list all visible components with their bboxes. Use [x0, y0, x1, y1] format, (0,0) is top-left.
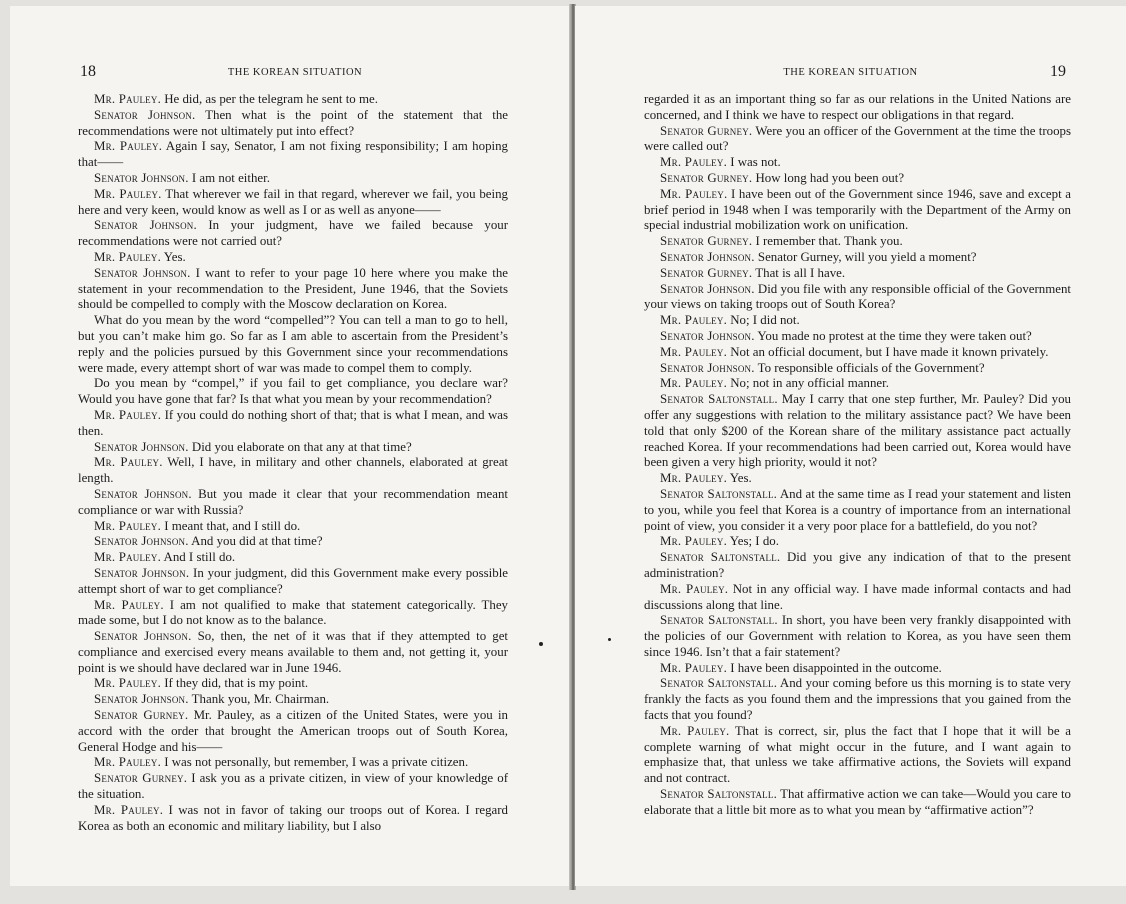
speaker-name: Mr. Pauley.: [94, 139, 163, 154]
dialogue-paragraph: [78, 171, 508, 187]
speech-text: I meant that, and I still do.: [161, 518, 301, 533]
dialogue-paragraph: [644, 361, 1071, 377]
speaker-name: Senator Johnson.: [94, 486, 192, 501]
speaker-name: Senator Gurney.: [660, 123, 753, 138]
speaker-name: Mr. Pauley.: [660, 155, 727, 170]
speech-text: Then what is the point of the statement that the recommendations were not ultimately put into effect?: [78, 107, 509, 138]
speech-text: Thank you, Mr. Chairman.: [188, 692, 330, 707]
speech-text: Well, I have, in military and other channels, elaborated at great length.: [78, 455, 508, 486]
speaker-name: Mr. Pauley.: [94, 407, 162, 422]
speaker-name: Mr. Pauley.: [94, 676, 161, 691]
speech-text: I was not in favor of taking our troops out of Korea. I regard Korea as both an economic and military liability, but I also: [78, 802, 508, 833]
speaker-name: Mr. Pauley.: [660, 723, 730, 738]
speaker-name: Senator Johnson.: [94, 107, 196, 122]
speech-text: If you could do nothing short of that; that is what I mean, and was then.: [78, 407, 508, 438]
speech-text: And you did at that time?: [188, 534, 323, 549]
dialogue-paragraph: [644, 676, 1071, 723]
dialogue-paragraph: [644, 329, 1071, 345]
dialogue-paragraph: [78, 218, 508, 250]
speech-text: In your judgment, did this Government make every possible attempt short of war to get compliance?: [78, 565, 508, 596]
dialogue-paragraph: [78, 566, 508, 598]
speaker-name: Mr. Pauley.: [660, 186, 728, 201]
speech-text: I ask you as a private citizen, in view of your knowledge of the situation.: [78, 771, 509, 802]
speech-text: That is all I have.: [752, 265, 846, 280]
right-page-text: [644, 92, 1071, 819]
speaker-name: Mr. Pauley.: [94, 92, 161, 106]
speaker-name: Senator Saltonstall.: [660, 550, 781, 565]
dialogue-paragraph: [644, 266, 1071, 282]
dialogue-paragraph: [644, 187, 1071, 234]
speech-text: Do you mean by “compel,” if you fail to get compliance, you declare war? Would you have gone that far? Is that what you mean by your recommendation?: [78, 376, 508, 407]
speech-text: May I carry that one step further, Mr. Pauley? Did you offer any suggestions with relation to the military assistance pact? We have been told that only $200 of the Korean share of the military assistance pact actually reached Korea. If your recommendations had been carried out, Korea would have been given a very high priority, would it not?: [644, 392, 1072, 470]
speech-text: Again I say, Senator, I am not fixing responsibility; I am hoping that——: [78, 139, 508, 170]
dialogue-paragraph: [78, 708, 508, 755]
dialogue-paragraph: [78, 187, 508, 219]
speaker-name: Senator Johnson.: [94, 265, 191, 280]
left-running-title: THE KOREAN SITUATION: [227, 67, 363, 78]
speaker-name: Senator Gurney.: [94, 708, 189, 723]
dialogue-paragraph: [78, 534, 508, 550]
speaker-name: Mr. Pauley.: [660, 471, 727, 486]
speaker-name: Senator Johnson.: [94, 565, 190, 580]
speech-text: Senator Gurney, will you yield a moment?: [754, 249, 977, 264]
speaker-name: Senator Johnson.: [94, 629, 192, 644]
dialogue-paragraph: [644, 724, 1071, 787]
dialogue-paragraph: [78, 139, 508, 171]
speech-text: I was not.: [727, 155, 781, 170]
dialogue-paragraph: [78, 455, 508, 487]
speaker-name: Mr. Pauley.: [660, 534, 727, 549]
speech-text: Did you file with any responsible official of the Government your views on taking troops out of South Korea?: [644, 281, 1071, 312]
left-page-number: 18: [80, 63, 96, 80]
dialogue-paragraph: [644, 234, 1071, 250]
speech-text: To responsible officials of the Government?: [754, 360, 985, 375]
speech-text: Did you give any indication of that to the present administration?: [644, 550, 1071, 580]
dialogue-paragraph: [78, 629, 508, 676]
dialogue-paragraph: [644, 376, 1071, 392]
speaker-name: Senator Saltonstall.: [660, 392, 778, 407]
speech-text: So, then, the net of it was that if they attempted to get compliance and exercised every means available to them and, not getting it, your point is we should have declared war in June 1946.: [78, 629, 509, 675]
left-page: [10, 6, 570, 886]
dialogue-paragraph: [78, 266, 508, 313]
speech-text: Yes.: [161, 249, 186, 264]
dialogue-paragraph: [78, 440, 508, 456]
dialogue-paragraph: [78, 692, 508, 708]
left-running-head: [80, 63, 510, 87]
dialogue-paragraph: [644, 661, 1071, 677]
speaker-name: Senator Saltonstall.: [660, 787, 778, 802]
dialogue-paragraph: [644, 92, 1071, 124]
speech-text: No; not in any official manner.: [727, 376, 889, 391]
speech-text: I remember that. Thank you.: [752, 234, 903, 249]
dialogue-paragraph: [644, 471, 1071, 487]
dialogue-paragraph: [78, 771, 508, 803]
dialogue-paragraph: [78, 598, 508, 630]
dialogue-paragraph: [644, 582, 1071, 614]
speaker-name: Senator Gurney.: [660, 265, 753, 280]
speech-text: But you made it clear that your recommendation meant compliance or war with Russia?: [78, 486, 508, 517]
speech-text: Yes; I do.: [727, 534, 779, 549]
speaker-name: Senator Johnson.: [660, 249, 755, 264]
speech-text: I was not personally, but remember, I was a private citizen.: [161, 755, 469, 770]
speaker-name: Mr. Pauley.: [660, 376, 727, 391]
speaker-name: Senator Johnson.: [660, 360, 755, 375]
speech-text: Yes.: [727, 471, 752, 486]
speech-text: That affirmative action we can take—Would you care to elaborate that a little bit more as to what you mean by “affirmative action”?: [644, 787, 1071, 817]
speech-text: I am not either.: [188, 170, 270, 185]
dialogue-paragraph: [78, 519, 508, 535]
speaker-name: Mr. Pauley.: [660, 660, 727, 675]
speaker-name: Senator Johnson.: [94, 692, 189, 707]
speech-text: If they did, that is my point.: [161, 676, 309, 691]
ink-speck: [608, 638, 611, 641]
speaker-name: Senator Saltonstall.: [660, 676, 778, 691]
dialogue-paragraph: [78, 803, 508, 835]
right-running-title: THE KOREAN SITUATION: [783, 67, 918, 78]
speech-text: What do you mean by the word “compelled”? You can tell a man to go to hell, but you can’t make him go. So far as I am able to ascertain from the President’s reply and the policies pursued by this Government since your recommendations were made, every attempt short of war was made to compel them to comply.: [78, 313, 508, 375]
speaker-name: Mr. Pauley.: [94, 455, 163, 470]
dialogue-paragraph: [78, 550, 508, 566]
dialogue-paragraph: [644, 787, 1071, 819]
speaker-name: Senator Saltonstall.: [660, 486, 778, 501]
speech-text: Not in any official way. I have made informal contacts and had discussions along that line.: [644, 581, 1071, 612]
dialogue-paragraph: [78, 313, 508, 376]
dialogue-paragraph: [644, 155, 1071, 171]
speaker-name: Mr. Pauley.: [94, 518, 161, 533]
speech-text: And at the same time as I read your statement and listen to you, while you feel that Korea is a country of importance from an international point of view, you consider it a very poor place for a battlefield, do you not?: [644, 486, 1072, 533]
speech-text: regarded it as an important thing so far as our relations in the United Nations are concerned, and I think we have to respect our obligations in that regard.: [644, 92, 1071, 122]
speaker-name: Senator Johnson.: [94, 439, 189, 454]
speech-text: That is correct, sir, plus the fact that I hope that it will be a complete warning of what might occur in the future, and I want again to emphasize that, that unless we take affirmative actions, the Soviets will expand and not contract.: [644, 723, 1072, 786]
speaker-name: Senator Gurney.: [94, 771, 188, 786]
dialogue-paragraph: [78, 487, 508, 519]
dialogue-paragraph: [644, 550, 1071, 582]
dialogue-paragraph: [78, 250, 508, 266]
speaker-name: Mr. Pauley.: [94, 597, 164, 612]
dialogue-paragraph: [78, 92, 508, 108]
dialogue-paragraph: [644, 487, 1071, 534]
speech-text: And I still do.: [161, 550, 236, 565]
speech-text: No; I did not.: [727, 313, 800, 328]
speech-text: In your judgment, have we failed because your recommendations were not carried out?: [78, 218, 509, 249]
speech-text: Not an official document, but I have made it known privately.: [727, 344, 1049, 359]
speaker-name: Senator Gurney.: [660, 234, 753, 249]
speech-text: Were you an officer of the Government at the time the troops were called out?: [644, 123, 1071, 154]
speaker-name: Mr. Pauley.: [94, 249, 161, 264]
speaker-name: Senator Johnson.: [94, 218, 197, 233]
speech-text: Mr. Pauley, as a citizen of the United States, were you in accord with the order that brought the American troops out of South Korea, General Hodge and his——: [78, 708, 509, 754]
speech-text: I want to refer to your page 10 here where you make the statement in your recommendation to the President, June 1946, that the Soviets should be compelled to comply with the Moscow declaration on Korea.: [78, 265, 508, 312]
dialogue-paragraph: [644, 392, 1071, 471]
dialogue-paragraph: [644, 613, 1071, 660]
speaker-name: Mr. Pauley.: [94, 186, 162, 201]
speaker-name: Mr. Pauley.: [660, 344, 727, 359]
left-page-text: [78, 92, 508, 834]
speech-text: You made no protest at the time they were taken out?: [754, 328, 1032, 343]
speech-text: How long had you been out?: [752, 170, 905, 185]
speech-text: And your coming before us this morning is to state very frankly the facts as you found them and the impressions that you gained from the facts that you found?: [644, 676, 1071, 723]
dialogue-paragraph: [644, 282, 1071, 314]
speech-text: I am not qualified to make that statement categorically. They made some, but I do not know as to the balance.: [78, 597, 508, 628]
speaker-name: Senator Johnson.: [94, 170, 189, 185]
speaker-name: Senator Saltonstall.: [660, 613, 778, 628]
speaker-name: Mr. Pauley.: [660, 581, 729, 596]
dialogue-paragraph: [644, 250, 1071, 266]
speaker-name: Senator Johnson.: [660, 328, 755, 343]
dialogue-paragraph: [78, 108, 508, 140]
speaker-name: Mr. Pauley.: [94, 550, 161, 565]
dialogue-paragraph: [78, 676, 508, 692]
dialogue-paragraph: [78, 408, 508, 440]
speaker-name: Mr. Pauley.: [660, 313, 727, 328]
dialogue-paragraph: [644, 345, 1071, 361]
dialogue-paragraph: [644, 124, 1071, 156]
speaker-name: Senator Johnson.: [94, 534, 189, 549]
speech-text: Did you elaborate on that any at that time?: [188, 439, 412, 454]
speech-text: In short, you have been very frankly disappointed with the policies of our Government with relation to Korea, as you have seen them since 1946. Isn’t that a fair statement?: [644, 613, 1072, 659]
speaker-name: Senator Gurney.: [660, 170, 753, 185]
dialogue-paragraph: [644, 171, 1071, 187]
speech-text: That wherever we fail in that regard, wherever we fail, you being here and very keen, would know as well as I or as well as anyone——: [78, 186, 508, 217]
dialogue-paragraph: [644, 534, 1071, 550]
dialogue-paragraph: [644, 313, 1071, 329]
dialogue-paragraph: [78, 755, 508, 771]
speaker-name: Senator Johnson.: [660, 281, 755, 296]
speech-text: He did, as per the telegram he sent to me.: [161, 92, 378, 106]
right-running-head: [635, 63, 1066, 87]
speaker-name: Mr. Pauley.: [94, 755, 161, 770]
speaker-name: Mr. Pauley.: [94, 802, 164, 817]
speech-text: I have been disappointed in the outcome.: [727, 660, 942, 675]
right-page: [575, 6, 1126, 886]
speech-text: I have been out of the Government since 1946, save and except a brief period in 1948 when I was temporarily with the Department of the Army on special industrial mobilization work on unification.: [644, 186, 1071, 233]
dialogue-paragraph: [78, 376, 508, 408]
right-page-number: 19: [1050, 63, 1066, 80]
ink-speck: [539, 642, 543, 646]
